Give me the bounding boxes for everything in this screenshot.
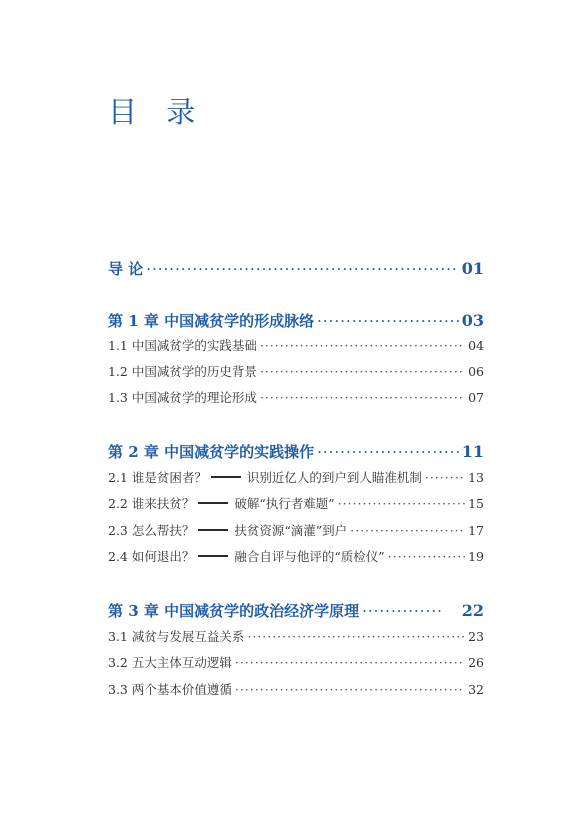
chapter-title: 第 3 章 中国减贫学的政治经济学原理	[108, 602, 360, 620]
toc-section-1-3[interactable]	[108, 388, 484, 408]
dot-leader	[350, 521, 465, 541]
toc-intro-label: 导 论	[108, 260, 144, 278]
page-title: 目 录	[108, 95, 206, 129]
toc-chapter-2[interactable]	[108, 441, 484, 463]
dot-leader	[260, 336, 465, 356]
section-page: 07	[468, 390, 484, 405]
section-page: 26	[468, 655, 484, 670]
toc-section-2-4[interactable]	[108, 547, 484, 567]
section-title: 1.1 中国减贫学的实践基础	[108, 338, 257, 353]
section-page: 32	[468, 682, 484, 697]
toc-section-2-2[interactable]	[108, 494, 484, 514]
toc-intro[interactable]	[108, 258, 484, 280]
section-question: 2.2 谁来扶贫？	[108, 496, 195, 511]
toc-section-3-2[interactable]	[108, 653, 484, 673]
section-title: 3.1 减贫与发展互益关系	[108, 629, 245, 644]
section-title	[108, 468, 422, 488]
dot-leader	[260, 388, 465, 408]
dot-leader	[317, 441, 459, 463]
toc-section-2-3[interactable]	[108, 521, 484, 541]
section-question: 2.1 谁是贫困者？	[108, 470, 207, 485]
section-subtitle: 破解“执行者难题”	[234, 496, 335, 511]
dot-leader	[247, 627, 465, 647]
section-title	[108, 547, 385, 567]
dot-leader	[146, 258, 459, 280]
dot-leader	[425, 468, 465, 488]
long-dash-icon	[198, 555, 228, 557]
chapter-title: 第 1 章 中国减贫学的形成脉络	[108, 312, 315, 330]
long-dash-icon	[211, 476, 241, 478]
table-of-contents	[108, 0, 484, 819]
long-dash-icon	[198, 529, 228, 531]
section-page: 19	[468, 549, 484, 564]
chapter-title: 第 2 章 中国减贫学的实践操作	[108, 443, 315, 461]
dot-leader	[235, 680, 465, 700]
section-question: 2.4 如何退出？	[108, 549, 195, 564]
section-page: 04	[468, 338, 484, 353]
dot-leader	[317, 310, 459, 332]
section-question: 2.3 怎么帮扶？	[108, 523, 195, 538]
section-subtitle: 识别近亿人的到户到人瞄准机制	[246, 470, 422, 485]
section-page: 15	[468, 496, 484, 511]
dot-leader	[362, 600, 444, 622]
toc-section-3-1[interactable]	[108, 627, 484, 647]
section-subtitle: 融合自评与他评的“质检仪”	[234, 549, 385, 564]
toc-section-2-1[interactable]	[108, 468, 484, 488]
toc-chapter-1[interactable]	[108, 310, 484, 332]
toc-chapter-3[interactable]	[108, 600, 484, 622]
dot-leader	[338, 494, 465, 514]
section-title: 3.2 五大主体互动逻辑	[108, 655, 232, 670]
section-title: 1.2 中国减贫学的历史背景	[108, 364, 257, 379]
toc-section-1-1[interactable]	[108, 336, 484, 356]
section-page: 06	[468, 364, 484, 379]
section-page: 13	[468, 470, 484, 485]
toc-section-1-2[interactable]	[108, 362, 484, 382]
toc-intro-page: 01	[461, 259, 484, 278]
section-title	[108, 521, 347, 541]
chapter-page: 11	[461, 442, 484, 461]
toc-section-3-3[interactable]	[108, 680, 484, 700]
section-title: 1.3 中国减贫学的理论形成	[108, 390, 257, 405]
dot-leader	[235, 653, 465, 673]
dot-leader	[260, 362, 465, 382]
dot-leader	[388, 547, 465, 567]
chapter-page: 22	[461, 601, 484, 620]
section-title: 3.3 两个基本价值遵循	[108, 682, 232, 697]
section-page: 17	[468, 523, 484, 538]
long-dash-icon	[198, 502, 228, 504]
section-page: 23	[468, 629, 484, 644]
section-title	[108, 494, 335, 514]
section-subtitle: 扶贫资源“滴灌”到户	[234, 523, 348, 538]
chapter-page: 03	[461, 311, 484, 330]
